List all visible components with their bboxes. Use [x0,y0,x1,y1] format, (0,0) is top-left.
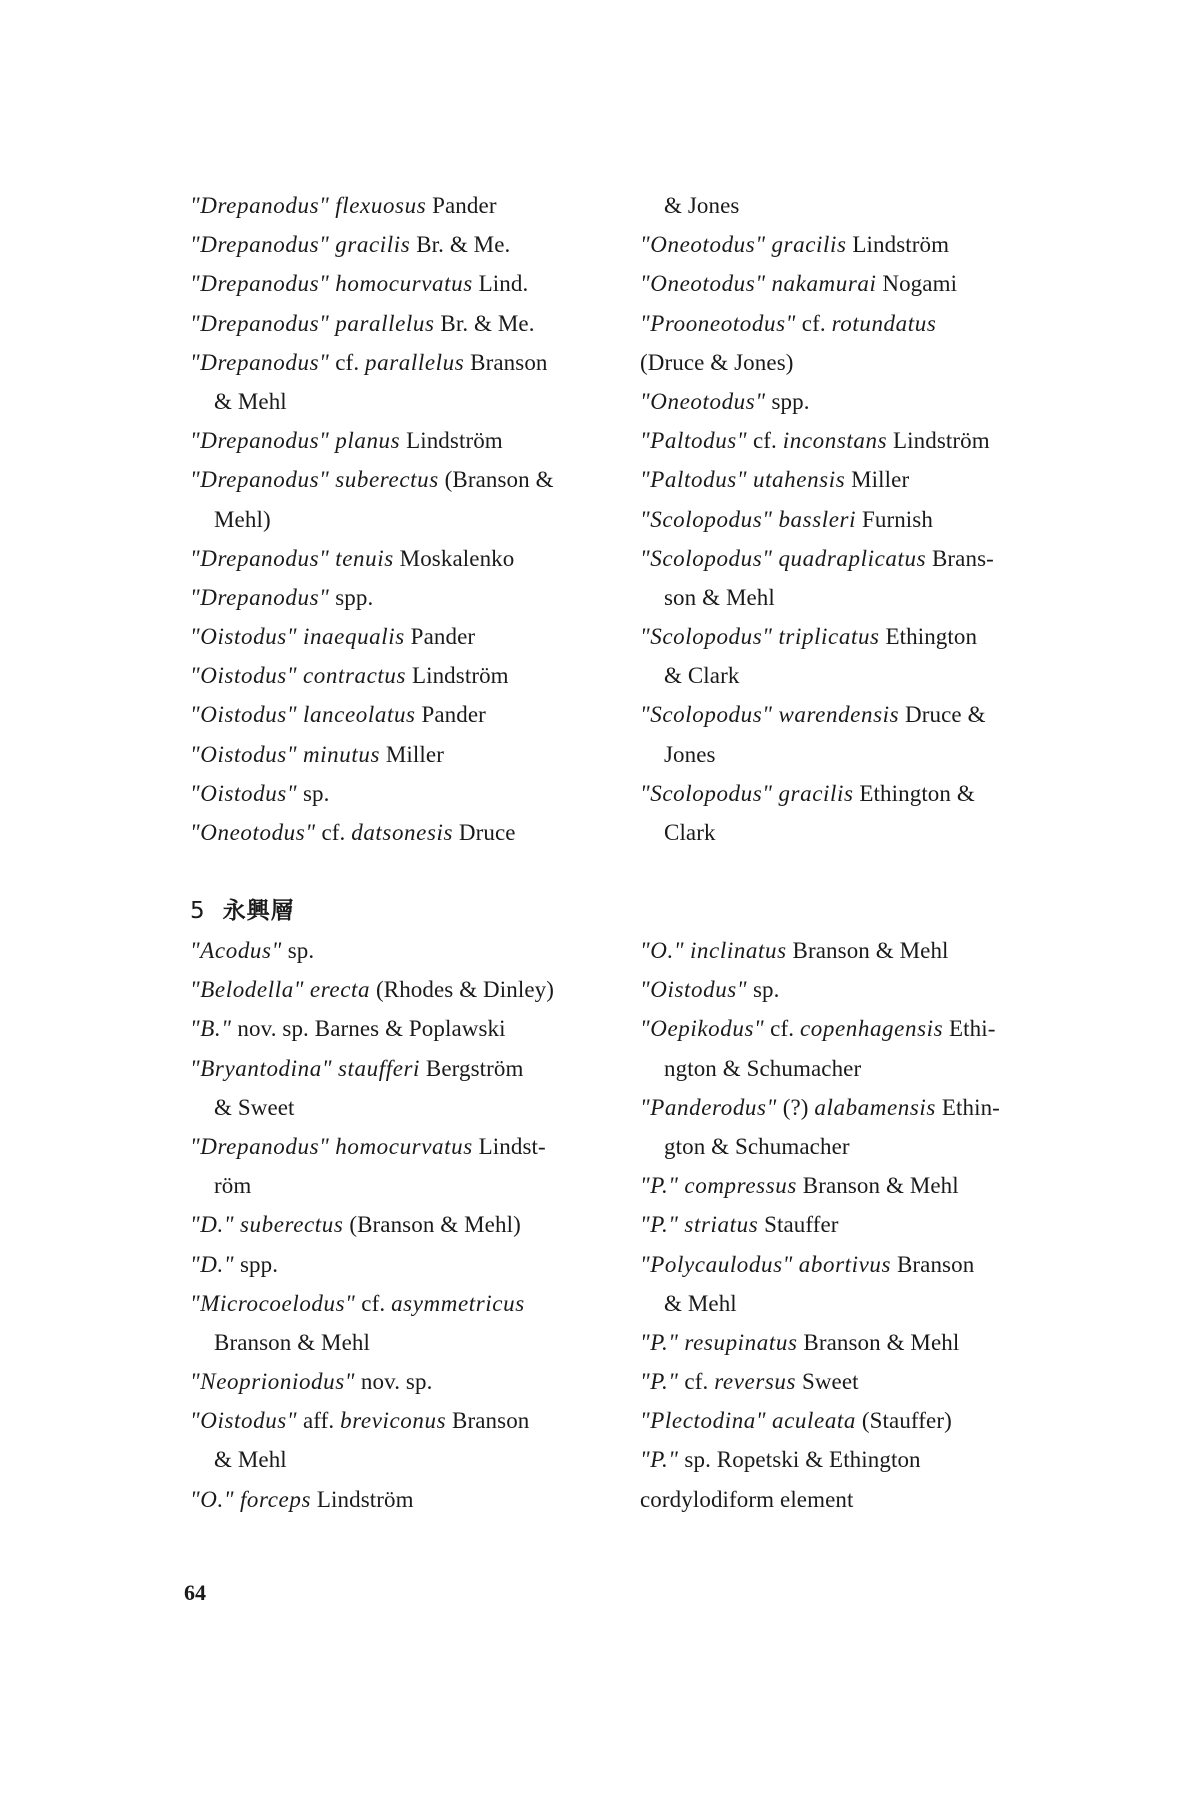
genus-name: "Paltodus" [640,467,748,493]
genus-name: "Drepanodus" [190,310,330,336]
taxon-line [190,1323,610,1362]
taxon-line [640,774,1060,813]
taxon-line [640,1049,1060,1088]
species-name: lanceolatus [302,702,416,728]
species-name: planus [335,428,401,454]
taxon-line [640,264,1060,303]
taxon-line [190,539,610,578]
genus-name: "Oneotodus" [640,271,766,297]
continuation-text: & Sweet [214,1094,295,1120]
genus-name: "Drepanodus" [190,467,330,493]
taxon-line [190,1440,610,1479]
taxon-line [190,1127,610,1166]
genus-name: "P." [640,1447,679,1473]
genus-name: "Scolopodus" [640,624,773,650]
continuation-text: Clark [664,820,716,845]
genus-name: "Belodella" [190,977,305,1003]
taxon-line [640,1440,1060,1479]
author-name: Sweet [801,1369,859,1395]
author-name: Branson & Mehl [802,1173,959,1199]
species-name: forceps [239,1486,311,1512]
taxon-line [640,1401,1060,1440]
qualifier: cf. [684,1369,709,1395]
taxon-line [190,1049,610,1088]
genus-name: "D." [190,1212,235,1238]
species-name: striatus [684,1212,759,1238]
continuation-text: Mehl) [214,506,271,532]
continuation-text: & Mehl [214,1447,287,1473]
genus-name: "Scolopodus" [640,506,773,532]
genus-name: "Oepikodus" [640,1016,765,1042]
taxon-line [640,695,1060,734]
author-name: Branson [470,349,548,375]
genus-name: "Oneotodus" [640,232,766,258]
genus-name: "Oistodus" [190,624,298,650]
author-name: Branson [896,1251,975,1277]
genus-name: "Drepanodus" [190,428,330,454]
species-name: staufferi [337,1055,421,1081]
species-name: nakamurai [771,271,877,297]
plain-text: cordylodiform element [640,1486,854,1512]
genus-name: "Oneotodus" [190,820,316,845]
species-name: abortivus [798,1251,892,1277]
author-name: Brans- [931,545,994,571]
genus-name: "Scolopodus" [640,545,773,571]
taxa-list-1-right [640,186,1060,852]
genus-name: "Oistodus" [190,741,298,767]
author-name: Druce & [905,702,986,728]
continuation-text: son & Mehl [664,584,775,610]
page-number: 64 [184,1580,206,1605]
genus-name: "Oneotodus" [640,388,766,414]
author-name: Miller [385,741,444,767]
continuation-text: & Jones [664,193,740,218]
qualifier: cf. [321,820,346,845]
author-name: nov. sp. [360,1369,433,1395]
species-name: triplicatus [778,624,880,650]
author-name: Druce [458,820,516,845]
taxon-line [640,225,1060,264]
genus-name: "Acodus" [190,938,282,963]
taxon-line [190,1009,610,1048]
author-name: Pander [432,193,497,218]
species-name: tenuis [335,545,394,571]
taxon-line [640,1088,1060,1127]
genus-name: "Drepanodus" [190,545,330,571]
taxon-line [190,813,610,852]
species-name: inclinatus [689,938,787,963]
species-name: compressus [684,1173,797,1199]
section-title: 永興層 [222,898,295,924]
species-name: warendensis [778,702,900,728]
author-name: Nogami [882,271,958,297]
taxa-list-2-right [640,931,1060,1519]
species-name: resupinatus [684,1329,798,1355]
taxon-line [640,735,1060,774]
continuation-text: gton & Schumacher [664,1133,850,1159]
taxon-line [190,1166,610,1205]
species-name: gracilis [771,232,847,258]
taxon-line [190,578,610,617]
continuation-text: & Clark [664,663,740,689]
taxon-line [190,264,610,303]
genus-name: "Scolopodus" [640,702,773,728]
taxon-line [640,304,1060,343]
taxon-line [640,1009,1060,1048]
species-name: suberectus [239,1212,344,1238]
species-name: gracilis [778,780,854,806]
author-name: Pander [421,702,486,728]
author-name: spp. [239,1251,279,1277]
continuation-text: & Mehl [664,1290,737,1316]
taxon-line [640,1166,1060,1205]
genus-name: "Scolopodus" [640,780,773,806]
genus-name: "Drepanodus" [190,232,330,258]
taxon-line [190,500,610,539]
taxon-line [190,304,610,343]
taxon-line [640,617,1060,656]
qualifier: cf. [335,349,360,375]
species-name: alabamensis [814,1094,936,1120]
species-name: asymmetricus [391,1290,525,1316]
author-name: Branson & Mehl [792,938,949,963]
species-name: flexuosus [335,193,427,218]
author-name: sp. [752,977,780,1003]
taxon-line [640,343,1060,382]
author-name: Lindström [893,428,990,454]
genus-name: "Oistodus" [190,1408,298,1434]
taxon-line [190,1401,610,1440]
author-name: sp. [302,780,330,806]
genus-name: "Panderodus" [640,1094,777,1120]
species-name: parallelus [335,310,435,336]
species-name: rotundatus [831,310,937,336]
author-name: Bergström [425,1055,524,1081]
taxon-line [190,382,610,421]
genus-name: "Oistodus" [190,702,298,728]
genus-name: "B." [190,1016,232,1042]
genus-name: "Oistodus" [640,977,748,1003]
plain-text: (Druce & Jones) [640,349,794,375]
taxon-line [640,1480,1060,1519]
species-name: gracilis [335,232,411,258]
taxon-line [190,695,610,734]
author-name: Br. & Me. [416,232,511,258]
taxon-line [640,1245,1060,1284]
author-name: sp. [287,938,315,963]
genus-name: "Polycaulodus" [640,1251,793,1277]
author-name: (Stauffer) [861,1408,952,1434]
author-name: spp. [771,388,810,414]
qualifier: aff. [302,1408,335,1434]
taxon-line [640,421,1060,460]
species-name: homocurvatus [335,271,473,297]
species-name: utahensis [752,467,846,493]
qualifier: (?) [782,1094,809,1120]
genus-name: "Plectodina" [640,1408,767,1434]
continuation-text: & Mehl [214,388,287,414]
continuation-text: Jones [664,741,716,767]
taxon-line [640,578,1060,617]
species-name: erecta [309,977,371,1003]
taxa-list-1-left [190,186,610,852]
genus-name: "Drepanodus" [190,584,330,610]
author-name: Lindström [852,232,950,258]
author-name: Lindström [411,663,509,689]
taxon-line [190,225,610,264]
species-name: inconstans [782,428,888,454]
taxon-line [640,1205,1060,1244]
taxon-line [640,460,1060,499]
genus-name: "P." [640,1369,679,1395]
author-name: (Branson & Mehl) [349,1212,521,1238]
genus-name: "Drepanodus" [190,1133,330,1159]
genus-name: "Microcoelodus" [190,1290,356,1316]
genus-name: "Oistodus" [190,663,298,689]
taxon-line [190,1205,610,1244]
species-name: contractus [302,663,407,689]
section-heading [190,892,295,931]
section-number: 5 [190,898,205,924]
taxon-line [190,656,610,695]
qualifier: cf. [752,428,777,454]
species-name: homocurvatus [335,1133,473,1159]
genus-name: "Oistodus" [190,780,298,806]
author-name: Ethington & [859,780,975,806]
species-name: minutus [302,741,381,767]
taxon-line [640,931,1060,970]
species-name: aculeata [772,1408,857,1434]
species-name: datsonesis [351,820,454,845]
author-name: (Rhodes & Dinley) [376,977,555,1003]
species-name: bassleri [778,506,857,532]
taxon-line [190,1362,610,1401]
qualifier: cf. [770,1016,795,1042]
author-name: Lindström [406,428,503,454]
taxon-line [190,1284,610,1323]
genus-name: "P." [640,1173,679,1199]
taxon-line [190,931,610,970]
taxon-line [640,1127,1060,1166]
author-name: Branson & Mehl [803,1329,960,1355]
author-name: Moskalenko [399,545,515,571]
qualifier: cf. [801,310,826,336]
genus-name: "D." [190,1251,235,1277]
genus-name: "Prooneotodus" [640,310,796,336]
author-name: Ethi- [949,1016,996,1042]
species-name: quadraplicatus [778,545,927,571]
taxon-line [190,186,610,225]
author-name: Pander [410,624,476,650]
species-name: inaequalis [302,624,405,650]
author-name: Br. & Me. [440,310,535,336]
taxon-line [190,1245,610,1284]
author-name: Lindst- [478,1133,546,1159]
taxon-line [640,1284,1060,1323]
species-name: breviconus [340,1408,447,1434]
taxon-line [190,735,610,774]
genus-name: "Neoprioniodus" [190,1369,356,1395]
species-name: parallelus [365,349,465,375]
taxon-line [190,421,610,460]
qualifier: cf. [361,1290,386,1316]
genus-name: "Drepanodus" [190,349,330,375]
taxon-line [640,1362,1060,1401]
taxon-line [640,656,1060,695]
author-name: Miller [851,467,910,493]
taxon-line [640,813,1060,852]
author-name: Stauffer [764,1212,839,1238]
author-name: Lindström [316,1486,414,1512]
species-name: suberectus [335,467,439,493]
author-name: Lind. [478,271,529,297]
genus-name: "O." [640,938,685,963]
taxon-line [640,539,1060,578]
author-name: Ethin- [941,1094,1000,1120]
taxon-line [190,1480,610,1519]
taxon-line [190,774,610,813]
continuation-text: Branson & Mehl [214,1329,370,1355]
author-name: nov. sp. Barnes & Poplawski [237,1016,506,1042]
taxon-line [640,500,1060,539]
author-name: (Branson & [444,467,554,493]
taxon-line [640,1323,1060,1362]
taxon-line [190,970,610,1009]
taxon-line [640,186,1060,225]
continuation-text: röm [214,1173,252,1199]
genus-name: "Paltodus" [640,428,748,454]
taxon-line [190,1088,610,1127]
taxon-line [640,970,1060,1009]
author-name: spp. [335,584,374,610]
taxon-line [190,617,610,656]
taxon-line [190,343,610,382]
taxon-line [190,460,610,499]
genus-name: "Bryantodina" [190,1055,333,1081]
species-name: copenhagensis [799,1016,944,1042]
author-name: Branson [452,1408,530,1434]
author-name: Furnish [861,506,933,532]
genus-name: "P." [640,1212,679,1238]
taxon-line [640,382,1060,421]
genus-name: "Drepanodus" [190,193,330,218]
species-name: reversus [714,1369,797,1395]
continuation-text: ngton & Schumacher [664,1055,862,1081]
genus-name: "P." [640,1329,679,1355]
author-name: Ethington [885,624,978,650]
taxa-list-2-left [190,931,610,1519]
genus-name: "O." [190,1486,235,1512]
author-name: sp. Ropetski & Ethington [684,1447,921,1473]
genus-name: "Drepanodus" [190,271,330,297]
